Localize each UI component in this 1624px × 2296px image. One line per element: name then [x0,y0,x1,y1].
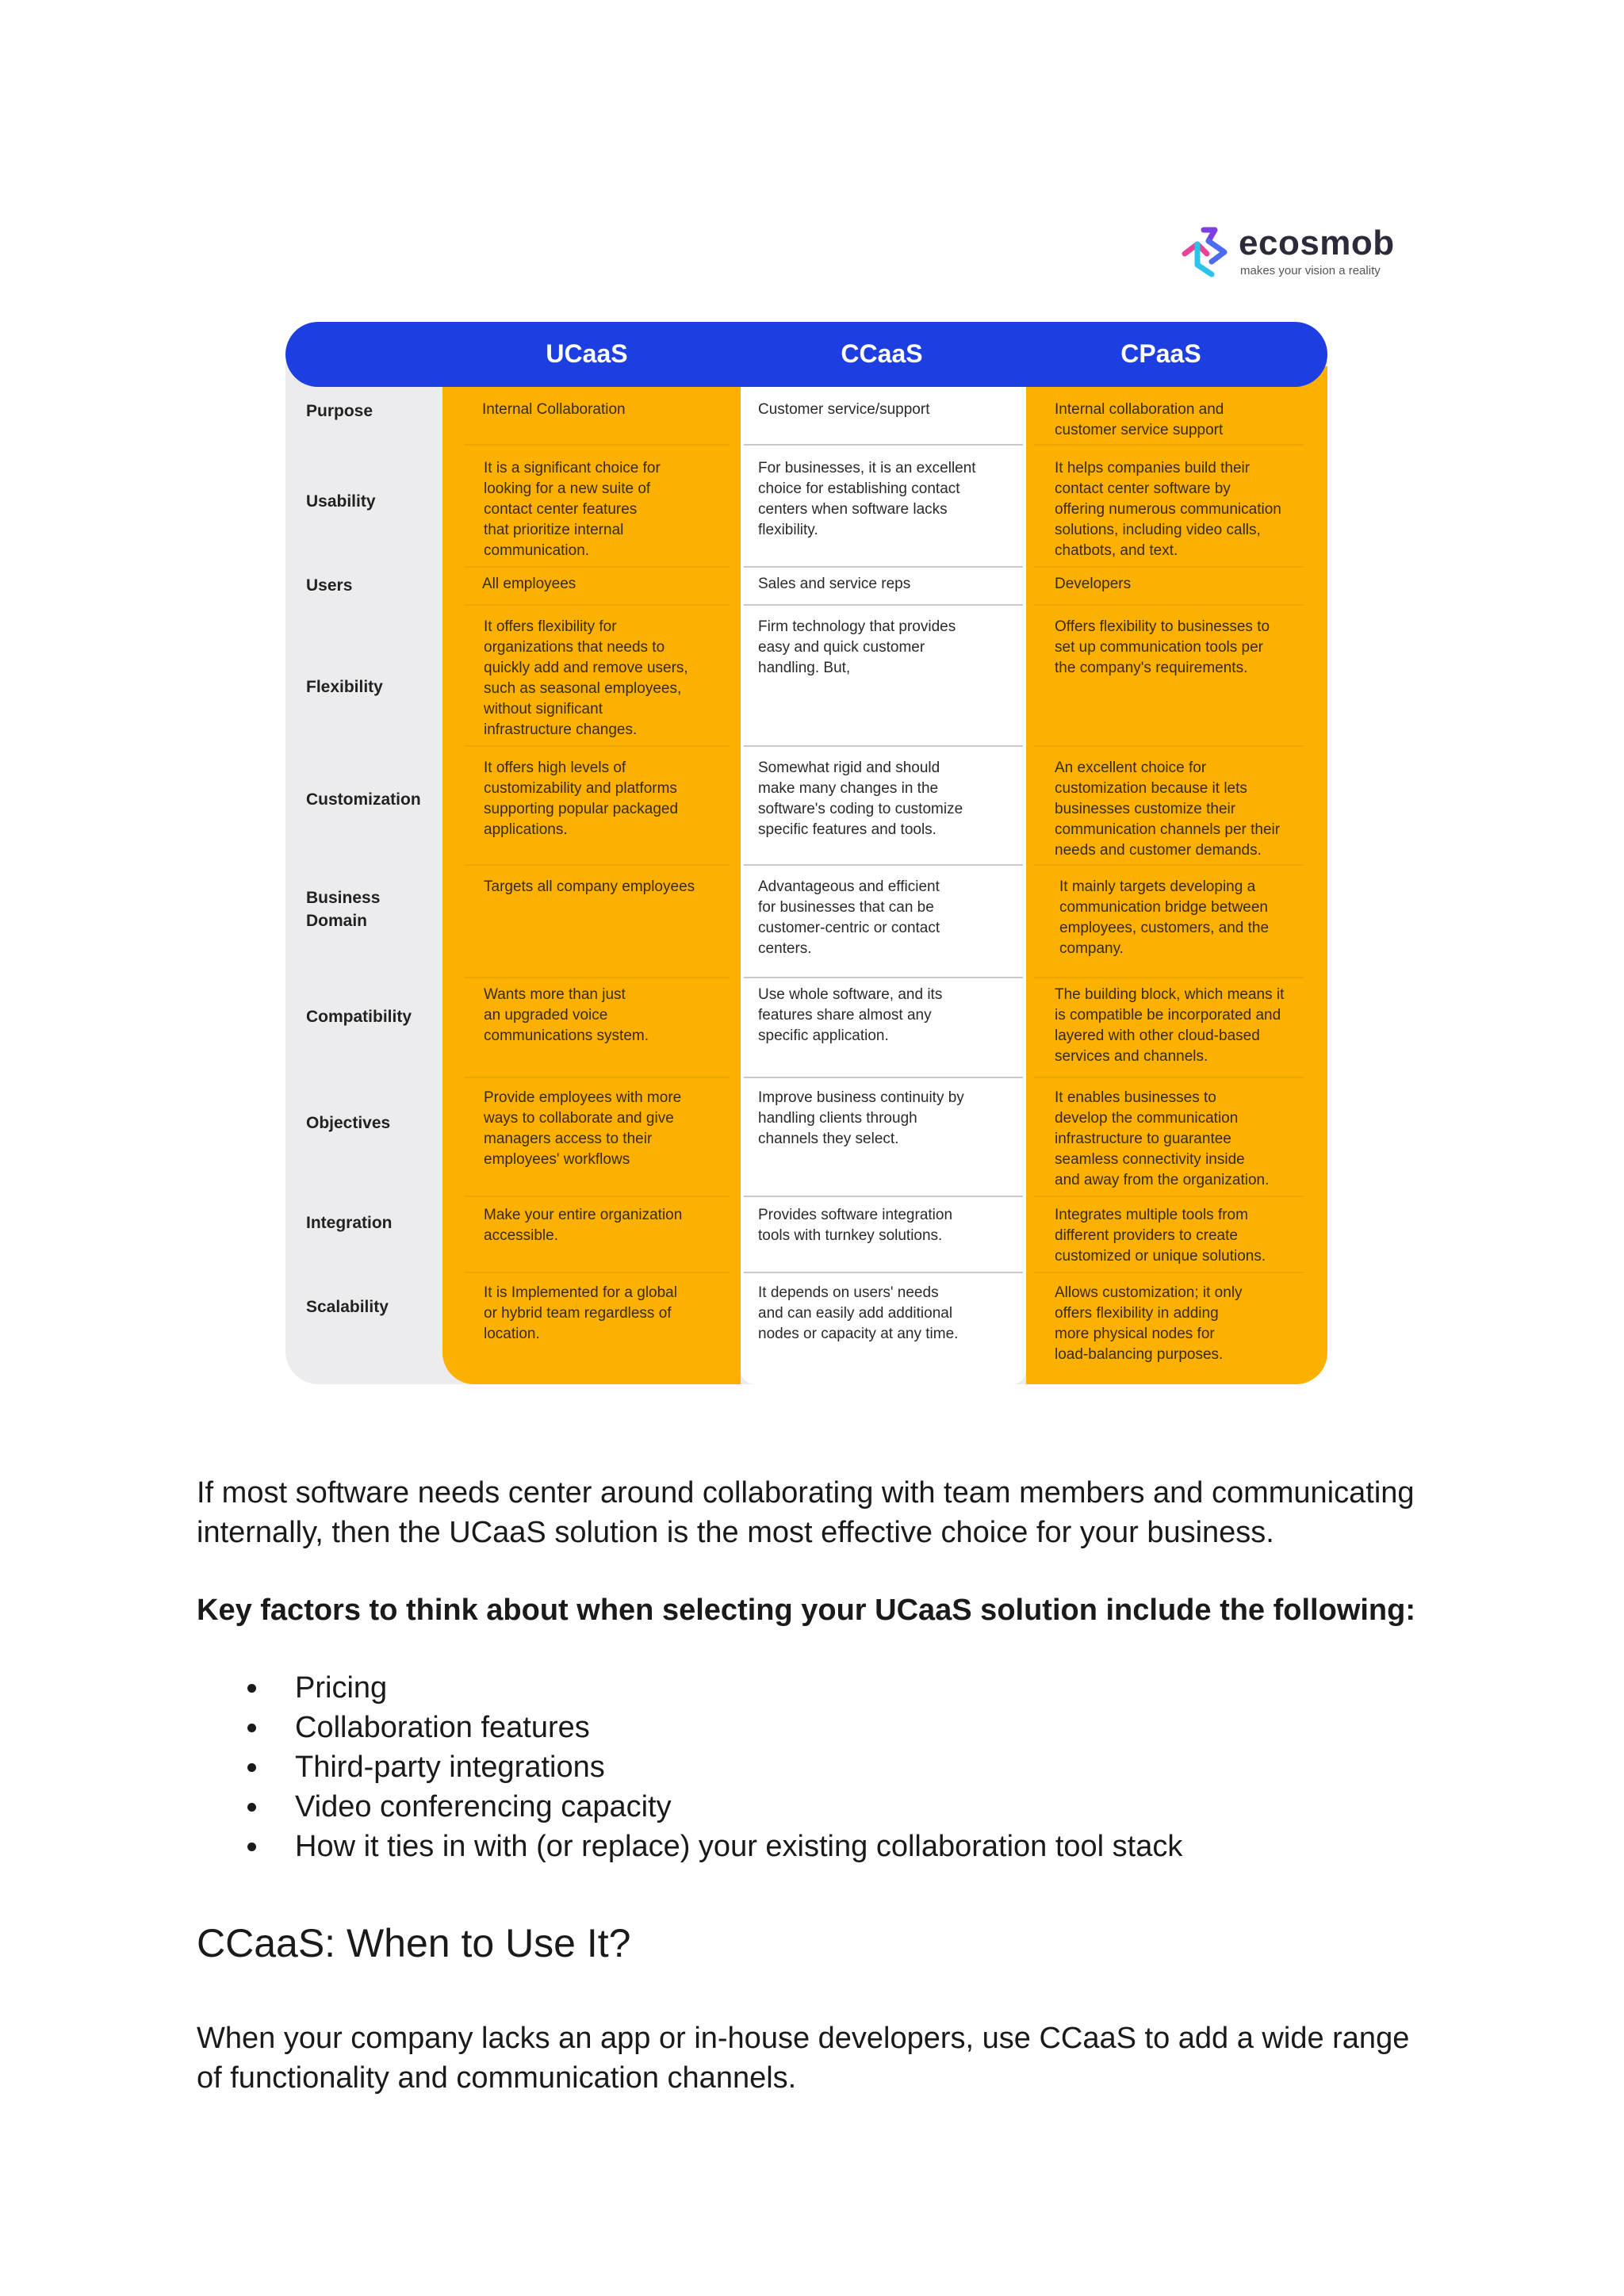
row-divider [1034,864,1304,866]
cell-flexibility-ccaas: Firm technology that provides easy and quick customer handling. But, [758,618,956,676]
column-header-cpaas: CPaaS [1120,339,1201,368]
cell-usability-ccaas: For businesses, it is an excellent choice for establishing contact centers when software lacks flexibility. [758,460,976,538]
list-item [238,1827,1182,1866]
cell-compatibility-ucaas: Wants more than just an upgraded voice communications system. [484,986,649,1044]
cell-customization-ucaas: It offers high levels of customizability and platforms supporting popular packaged applications. [484,760,679,838]
cell-integration-ccaas: Provides software integration tools with turnkey solutions. [758,1207,953,1244]
row-divider [1034,1077,1304,1078]
cell-users-ucaas: All employees [482,576,576,592]
cell-scalability-ccaas: It depends on users' needs and can easily add additional nodes or capacity at any time. [758,1284,959,1342]
intro-paragraph: If most software needs center around collaborating with team members and communicating internally, then the UCaaS solution is the most effective choice for your business. [197,1476,1415,1549]
row-divider [465,604,730,606]
list-item [238,1668,1182,1708]
cell-business-domain-ccaas: Advantageous and efficient for businesses that can be customer-centric or contact centers. [758,878,940,957]
list-item-text: Video conferencing capacity [295,1790,672,1823]
cell-scalability-cpaas: Allows customization; it only offers flexibility in adding more physical nodes for load-balancing purposes. [1055,1284,1243,1363]
cell-flexibility-ucaas: It offers flexibility for organizations that needs to quickly add and remove users, such as seasonal employees, without significant infrastructure changes. [484,618,688,738]
row-divider [744,1077,1023,1078]
cell-customization-ccaas: Somewhat rigid and should make many changes in the software's coding to customize specific features and tools. [758,760,963,838]
logo-wordmark: ecosmob [1239,224,1395,262]
cell-scalability-ucaas: It is Implemented for a global or hybrid team regardless of location. [484,1284,677,1342]
column-header-ucaas: UCaaS [546,339,628,368]
cell-compatibility-cpaas: The building block, which means it is compatible be incorporated and layered with other cloud-based services and channels. [1055,986,1285,1065]
table-header [285,322,1327,387]
row-divider [1034,604,1304,606]
row-divider [465,745,730,747]
row-label-purpose: Purpose [306,402,373,420]
row-divider [744,1272,1023,1273]
cell-purpose-ccaas: Customer service/support [758,401,930,418]
row-divider [1034,977,1304,978]
row-divider [1034,745,1304,747]
cell-objectives-cpaas: It enables businesses to develop the communication infrastructure to guarantee seamless connectivity inside and away from the organization. [1055,1089,1270,1188]
row-divider [744,1196,1023,1197]
cell-business-domain-cpaas: It mainly targets developing a communication bridge between employees, customers, and the company. [1059,878,1270,957]
cell-flexibility-cpaas: Offers flexibility to businesses to set up communication tools per the company's requirements. [1055,618,1270,676]
row-divider [1034,566,1304,568]
bullet-icon [247,1763,256,1772]
row-divider [465,1196,730,1197]
ccaas-paragraph: When your company lacks an app or in-house developers, use CCaaS to add a wide range of functionality and communication channels. [197,2022,1410,2095]
column-header-ccaas: CCaaS [841,339,923,368]
row-divider [744,604,1023,606]
cell-customization-cpaas: An excellent choice for customization because it lets businesses customize their communication channels per their needs and customer demands. [1055,760,1281,859]
section-heading: CCaaS: When to Use It? [197,1921,631,1965]
ecosmob-logo [1180,225,1402,282]
list-item [238,1787,1182,1827]
row-label-usability: Usability [306,492,376,511]
list-item [238,1747,1182,1787]
bullet-icon [247,1843,256,1851]
row-divider [465,444,730,446]
cell-objectives-ccaas: Improve business continuity by handling clients through channels they select. [758,1089,964,1147]
row-divider [744,977,1023,978]
cell-purpose-cpaas: Internal collaboration and customer service support [1055,401,1224,438]
cell-usability-cpaas: It helps companies build their contact center software by offering numerous communication solutions, including video calls, chatbots, and text. [1055,460,1281,559]
list-item-text: Collaboration features [295,1711,590,1744]
list-item [238,1708,1182,1747]
row-label-scalability: Scalability [306,1298,389,1316]
comparison-table [285,322,1327,1384]
bullet-icon [247,1803,256,1812]
row-divider [744,566,1023,568]
row-divider [465,566,730,568]
row-label-objectives: Objectives [306,1114,391,1132]
cell-compatibility-ccaas: Use whole software, and its features share almost any specific application. [758,986,943,1044]
key-factors-heading: Key factors to think about when selecting your UCaaS solution include the following: [197,1594,1416,1627]
logo-tagline: makes your vision a reality [1240,264,1381,277]
list-item-text: Pricing [295,1671,388,1705]
row-label-users: Users [306,576,353,595]
cell-integration-ucaas: Make your entire organization accessible. [484,1207,683,1244]
row-divider [744,745,1023,747]
row-divider [1034,1196,1304,1197]
row-divider [744,864,1023,866]
cell-users-ccaas: Sales and service reps [758,576,911,592]
row-label-customization: Customization [306,790,421,809]
row-label-integration: Integration [306,1214,393,1232]
row-divider [465,977,730,978]
row-label-business-domain: Business Domain [306,889,381,930]
row-divider [465,864,730,866]
row-divider [465,1272,730,1273]
row-divider [744,444,1023,446]
cell-purpose-ucaas: Internal Collaboration [482,401,626,418]
cell-integration-cpaas: Integrates multiple tools from different providers to create customized or unique solutions. [1055,1207,1266,1265]
cell-usability-ucaas: It is a significant choice for looking for a new suite of contact center features that prioritize internal communication. [484,460,661,559]
row-divider [1034,1272,1304,1273]
bullet-icon [247,1724,256,1732]
ecosmob-logo-icon [1180,225,1235,281]
row-divider [465,1077,730,1078]
list-item-text: How it ties in with (or replace) your existing collaboration tool stack [295,1830,1183,1863]
row-label-compatibility: Compatibility [306,1008,412,1026]
list-item-text: Third-party integrations [295,1751,605,1784]
key-factors-list [238,1668,1182,1866]
cell-business-domain-ucaas: Targets all company employees [484,878,695,895]
row-label-flexibility: Flexibility [306,678,383,696]
row-divider [1034,444,1304,446]
cell-users-cpaas: Developers [1055,576,1132,592]
cell-objectives-ucaas: Provide employees with more ways to collaborate and give managers access to their employees' workflows [484,1089,682,1168]
bullet-icon [247,1684,256,1693]
